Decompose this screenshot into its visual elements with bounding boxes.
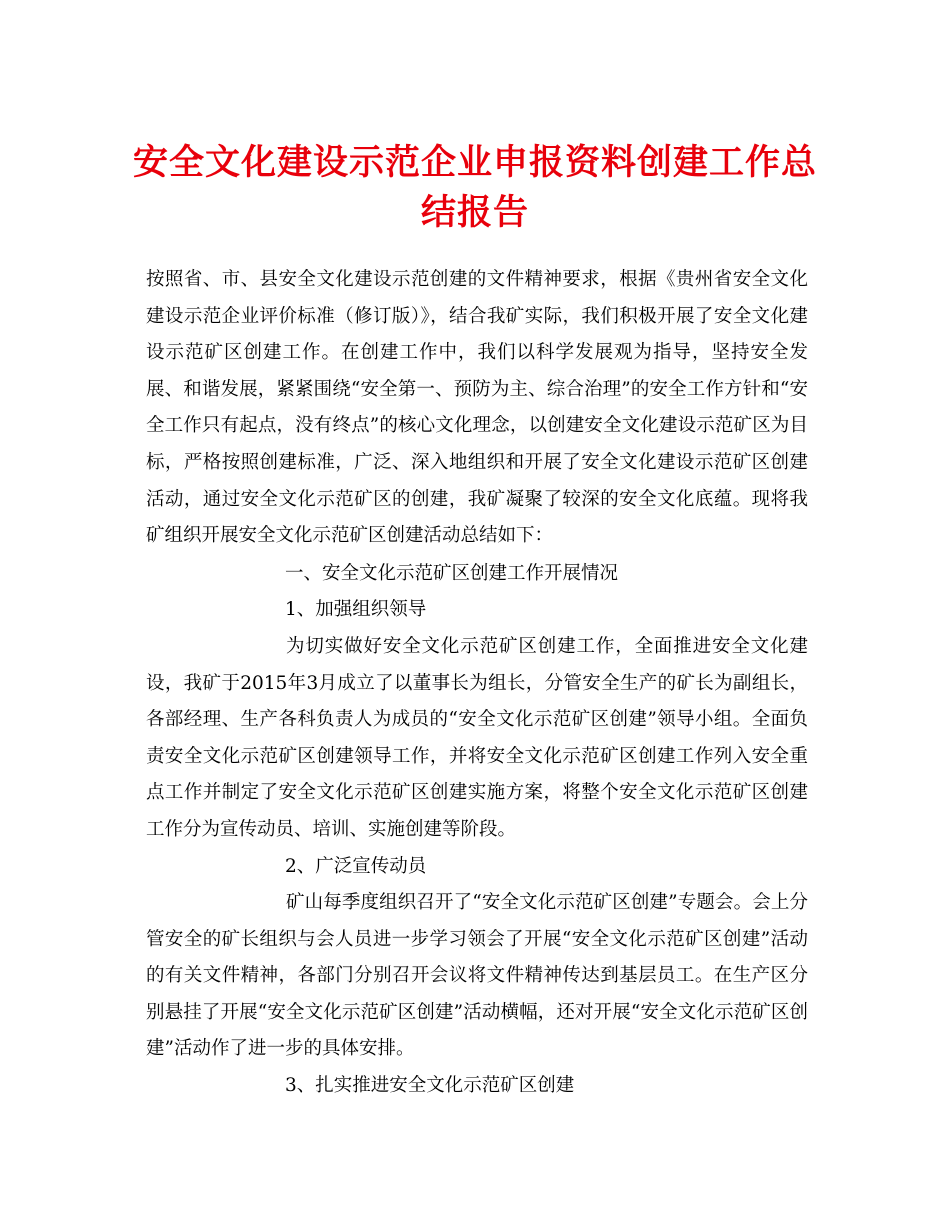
subsection-heading-3: 3、扎实推进安全文化示范矿区创建	[285, 1075, 575, 1096]
intro-paragraph: 按照省、市、县安全文化建设示范创建的文件精神要求，根据《贵州省安全文化建设示范企业评价标准（修订版）》，结合我矿实际，我们积极开展了安全文化建设示范矿区创建工作。在创建工作中，我们以科学发展观为指导，坚持安全发展、和谐发展，紧紧围绕“安全第一、预防为主、综合治理”的安全工作方针和“安全工作只有起点，没有终点”的核心文化理念，以创建安全文化建设示范矿区为目标，严格按照创建标准，广泛、深入地组织和开展了安全文化建设示范矿区创建活动，通过安全文化示范矿区的创建，我矿凝聚了较深的安全文化底蕴。现将我矿组织开展安全文化示范矿区创建活动总结如下：	[146, 269, 808, 547]
document-title: 安全文化建设示范企业申报资料创建工作总结报告	[132, 142, 817, 233]
section-heading: 一、安全文化示范矿区创建工作开展情况	[285, 563, 619, 584]
subsection-paragraph-2: 矿山每季度组织召开了“安全文化示范矿区创建”专题会。会上分管安全的矿长组织与会人员进一步学习领会了开展“安全文化示范矿区创建”活动的有关文件精神，各部门分别召开会议将文件精神传达到基层员工。在生产区分别悬挂了开展“安全文化示范矿区创建”活动横幅，还对开展“安全文化示范矿区创建”活动作了进一步的具体安排。	[146, 892, 808, 1060]
subsection-heading-1: 1、加强组织领导	[285, 599, 427, 620]
subsection-paragraph-1: 为切实做好安全文化示范矿区创建工作，全面推进安全文化建设，我矿于2015年3月成立了以董事长为组长，分管安全生产的矿长为副组长，各部经理、生产各科负责人为成员的“安全文化示范矿区创建”领导小组。全面负责安全文化示范矿区创建领导工作，并将安全文化示范矿区创建工作列入安全重点工作并制定了安全文化示范矿区创建实施方案，将整个安全文化示范矿区创建工作分为宣传动员、培训、实施创建等阶段。	[146, 636, 808, 840]
subsection-heading-2: 2、广泛宣传动员	[285, 856, 427, 877]
